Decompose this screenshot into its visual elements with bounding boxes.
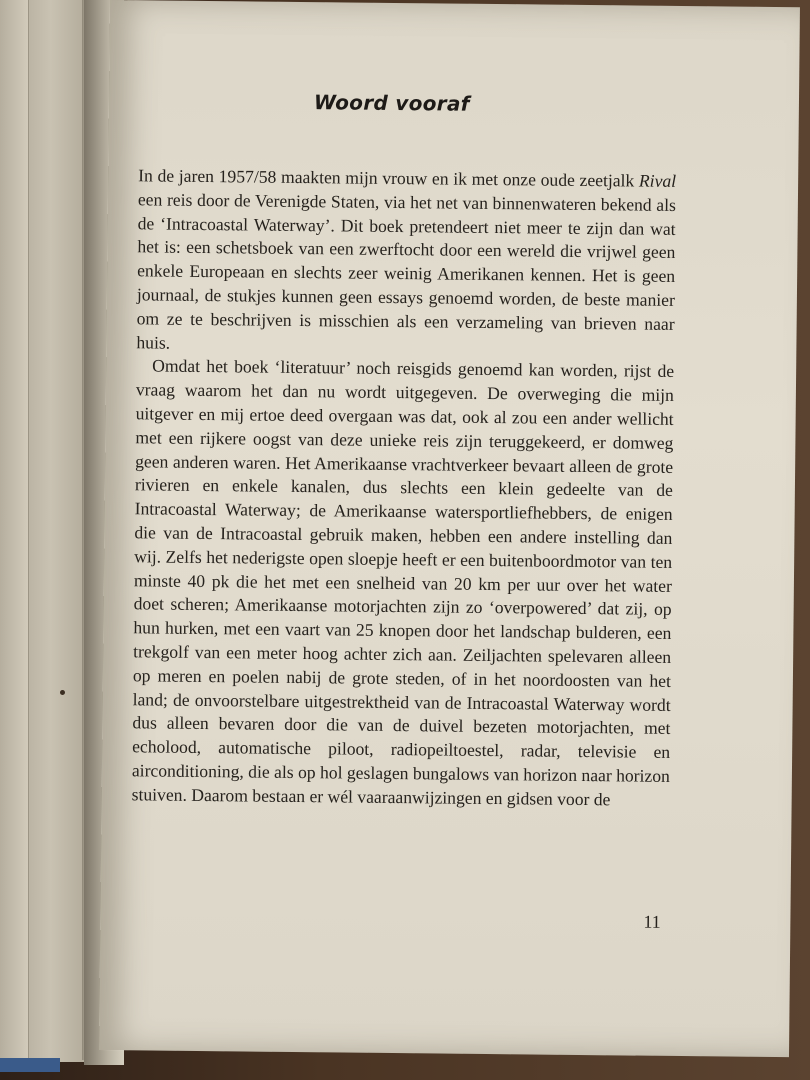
paragraph-2: Omdat het boek ‘literatuur’ noch reisgids genoemd kan worden, rijst de vraag waarom het dan nu wordt uitgegeven. De overweging die mijn uitgever en mij ertoe deed overgaan was dat, ook al zou een ander wellicht met een rijkere oogst van deze unieke reis zijn teruggekeerd, er domweg geen anderen waren. Het Amerikaanse vrachtverkeer bevaart alleen de grote rivieren en enkele kanalen, dus slechts een klein gedeelte van de Intracoastal Waterway; de Amerikaanse watersportliefhebbers, de enigen die van de Intracoastal gebruik maken, hebben een andere instelling dan wij. Zelfs het nederigste open sloepje heeft er een buitenboordmotor van ten minste 40 pk die het met een snelheid van 20 km per uur over het water doet scheren; Amerikaanse motorjachten zijn zo ‘overpowered’ dat zij, op hun hurken, met een vaart van 25 knopen door het landschap bulderen, een trekgolf van een meter hoog achter zich aan. Zeiljachten spelevaren alleen op meren en poelen nabij de grote steden, of in het noordoosten van het land; de onvoorstelbare uitgestrektheid van de Intracoastal Waterway wordt dus alleen bevaren door die van de duivel bezeten motorjachten, met echolood, automatische piloot, radiopeiltoestel, radar, televisie en airconditioning, die als op hol geslagen bungalows van horizon naar horizon stuiven. Daarom bestaan er wél vaaraanwijzingen en gidsen voor de <box>131 355 675 810</box>
paragraph-1 <box>136 164 676 360</box>
paragraph-1-rest: een reis door de Verenigde Staten, via het net van binnenwateren bekend als de ‘Intracoastal Waterway’. Dit boek pretendeert niet meer te zijn dan wat het is: een schetsboek van een zwerftocht door een wereld die vrijwel geen enkele Europeaan en slechts zeer weinig Amerikanen kennen. Het is geen journaal, de stukjes kunnen geen essays genoemd worden, de beste manier om ze te beschrijven is misschien als een verzameling van brieven naar huis. <box>136 189 676 353</box>
book-cover-blue-strip <box>0 1058 60 1072</box>
body-text <box>132 164 677 812</box>
book-page <box>99 0 800 1057</box>
boat-name: Rival <box>638 170 677 191</box>
page-title: Woord vooraf <box>313 90 470 116</box>
page-speck <box>60 690 65 695</box>
book-cover-edge <box>0 0 29 1070</box>
paragraph-1-start: In de jaren 1957/58 maakten mijn vrouw en ik met onze oude zeetjalk <box>138 165 640 191</box>
page-number: 11 <box>643 911 661 932</box>
